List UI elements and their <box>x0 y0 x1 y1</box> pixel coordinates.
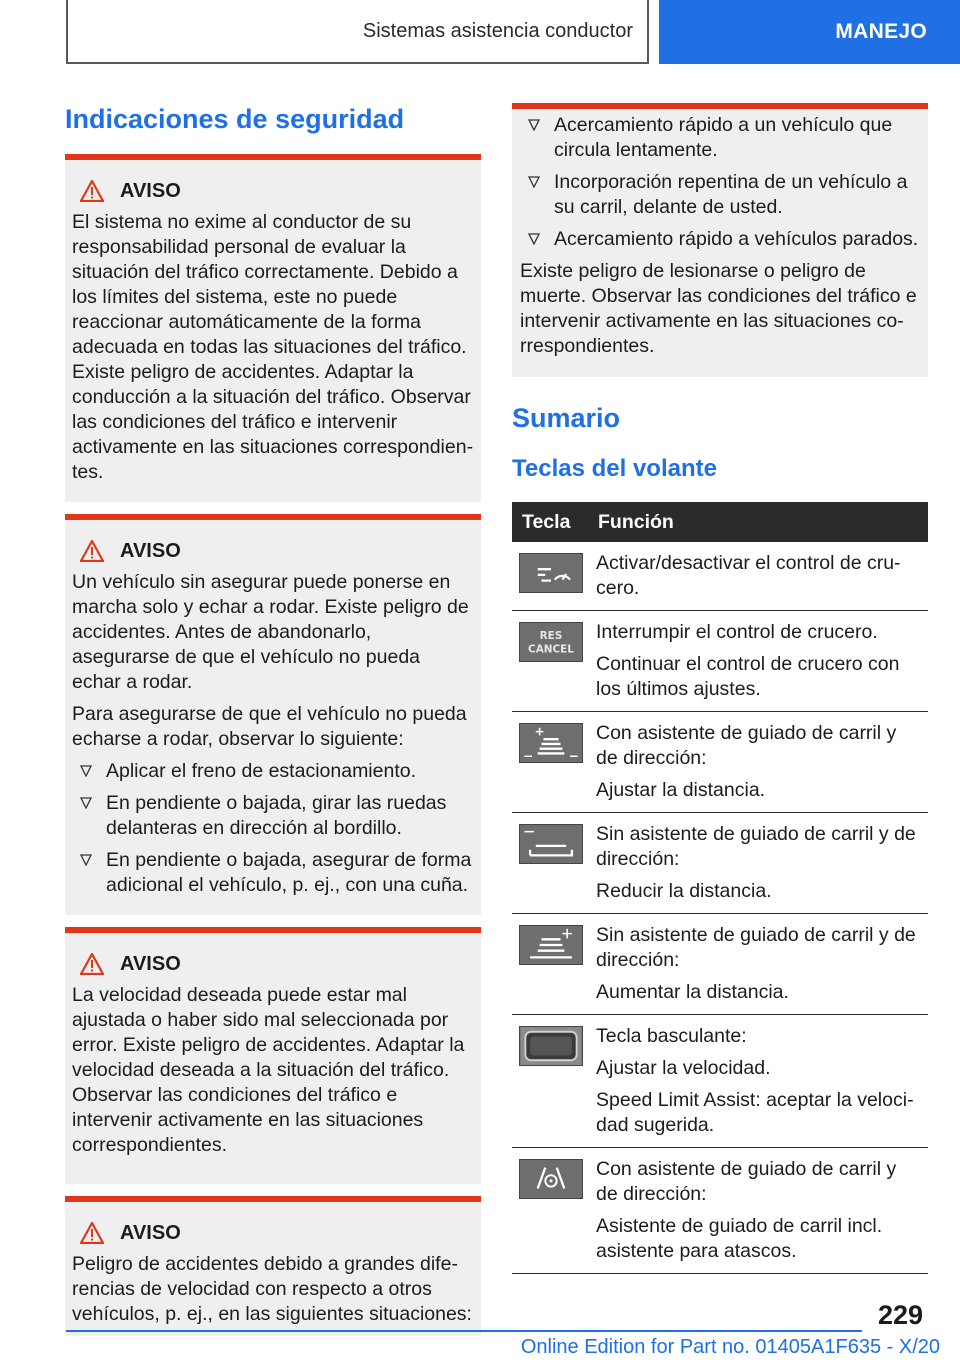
table-row <box>512 712 928 813</box>
list-item <box>520 227 920 252</box>
table-row <box>512 813 928 914</box>
cancel-label: CANCEL <box>528 643 574 656</box>
cruise-control-on-off-icon <box>519 553 583 593</box>
warning-triangle-icon <box>80 953 104 975</box>
function-cell <box>594 813 928 914</box>
bullet-triangle-icon <box>528 233 540 245</box>
steering-wheel-buttons-table <box>512 502 928 1274</box>
page-title: Indicaciones de seguridad <box>65 104 405 134</box>
warning-label: AVISO <box>120 952 181 975</box>
left-column <box>65 100 481 1336</box>
warning-text: Un vehículo sin asegurar puede ponerse en marcha solo y echar a rodar. Existe peligro de accidentes. Antes de abandonarlo, asegurarse de que el vehículo no pueda echar a rodar. <box>72 571 469 693</box>
function-cell <box>594 1015 928 1148</box>
warning-header <box>80 951 474 977</box>
warning-text: Peligro de accidentes debido a grandes diferencias de velocidad con respecto a otros vehículos, p. ej., en las siguientes situaciones: <box>72 1253 472 1325</box>
function-text: Sin asistente de guiado de carril y de dirección: <box>596 924 916 971</box>
warning-label: AVISO <box>120 179 181 202</box>
function-text: Asistente de guiado de carril incl. asistente para atascos. <box>596 1215 883 1262</box>
list-item-text: Acercamiento rápido a un vehículo que circula lentamente. <box>554 114 893 161</box>
function-text: Ajustar la distancia. <box>596 779 766 801</box>
function-text: Activar/desactivar el control de crucero. <box>596 552 901 599</box>
function-cell <box>594 542 928 611</box>
table-row <box>512 1148 928 1274</box>
table-row <box>512 611 928 712</box>
footer-edition: Online Edition for Part no. 01405A1F635 - X/20 <box>520 1336 940 1358</box>
list-item <box>520 170 920 220</box>
function-cell <box>594 712 928 813</box>
table-header-row <box>512 502 928 542</box>
list-item <box>72 791 474 841</box>
warning-box-3 <box>65 927 481 1184</box>
res-label: RES <box>539 630 563 643</box>
warning-box-2 <box>65 514 481 915</box>
warning-header <box>80 178 474 204</box>
bullet-triangle-icon <box>80 765 92 777</box>
list-item-text: Aplicar el freno de estacionamiento. <box>106 760 417 782</box>
warning-list <box>72 759 474 898</box>
header-section-title <box>66 0 649 64</box>
warning-label: AVISO <box>120 1221 181 1244</box>
function-text: Continuar el control de crucero con los últimos ajustes. <box>596 653 900 700</box>
page-number: 229 <box>878 1300 924 1330</box>
table-row <box>512 542 928 611</box>
distance-decrease-icon <box>519 824 583 864</box>
column-header-key: Tecla <box>512 502 594 542</box>
warning-list <box>520 113 920 252</box>
function-text: Con asistente de guiado de carril y de dirección: <box>596 722 897 769</box>
header-chapter-tab <box>659 0 960 64</box>
function-text: Aumentar la distancia. <box>596 981 789 1003</box>
function-text: Speed Limit Assist: aceptar la velocidad sugerida. <box>596 1089 914 1136</box>
warning-text: Existe peligro de lesionarse o peligro de muerte. Observar las condiciones del tráfico e intervenir activamente en las situaciones correspondientes. <box>520 260 917 357</box>
section-title: Sumario <box>512 403 621 433</box>
subsection-title: Teclas del volante <box>512 455 717 482</box>
warning-box-1 <box>65 154 481 502</box>
function-cell <box>594 1148 928 1274</box>
warning-text: Para asegurarse de que el vehículo no pueda echarse a rodar, observar lo siguiente: <box>72 703 467 750</box>
warning-triangle-icon <box>80 180 104 202</box>
function-text: Tecla basculante: <box>596 1025 747 1047</box>
warning-header <box>80 538 474 564</box>
bullet-triangle-icon <box>528 119 540 131</box>
list-item-text: En pendiente o bajada, girar las ruedas delanteras en dirección al bordillo. <box>106 792 447 839</box>
table-row <box>512 914 928 1015</box>
function-cell <box>594 611 928 712</box>
function-text: Con asistente de guiado de carril y de dirección: <box>596 1158 897 1205</box>
list-item-text: Incorporación repentina de un vehículo a su carril, delante de usted. <box>554 171 908 218</box>
distance-increase-lane-icon <box>519 723 583 763</box>
bullet-triangle-icon <box>80 854 92 866</box>
distance-increase-icon <box>519 925 583 965</box>
section-title-text: Sistemas asistencia conductor <box>362 19 633 42</box>
function-text: Ajustar la velocidad. <box>596 1057 771 1079</box>
warning-header <box>80 1220 474 1246</box>
lane-steering-assist-icon <box>519 1159 583 1199</box>
bullet-triangle-icon <box>528 176 540 188</box>
column-header-function: Función <box>594 502 928 542</box>
rocker-switch-icon <box>519 1026 583 1066</box>
list-item <box>520 113 920 163</box>
warning-box-4 <box>65 1196 481 1336</box>
list-item-text: Acercamiento rápido a vehículos parados. <box>554 228 919 250</box>
list-item <box>72 759 474 784</box>
function-cell <box>594 914 928 1015</box>
warning-text: El sistema no exime al conductor de su responsabilidad personal de evaluar la situación del tráfico correctamente. Debido a los límites del sistema, este no puede reaccionar automáticamente de la forma adecuada en todas las situaciones del tráfico. Existe peligro de accidentes. Adaptar la conducción a la situación del tráfico. Observar las condiciones del tráfico e intervenir activamente en las situaciones correspondientes. <box>72 211 474 483</box>
function-text: Reducir la distancia. <box>596 880 772 902</box>
bullet-triangle-icon <box>80 797 92 809</box>
footer-divider <box>66 1330 862 1332</box>
function-text: Sin asistente de guiado de carril y de dirección: <box>596 823 916 870</box>
list-item <box>72 848 474 898</box>
chapter-title-text: MANEJO <box>835 20 927 43</box>
warning-continuation-box <box>512 103 928 377</box>
warning-text: La velocidad deseada puede estar mal ajustada o haber sido mal seleccionada por error. Existe peligro de accidentes. Adaptar la velocidad deseada a la situación del tráfico. Observar las condiciones del tráfico e intervenir activamente en las situaciones correspondientes. <box>72 984 465 1156</box>
list-item-text: En pendiente o bajada, asegurar de forma adicional el vehículo, p. ej., con una cuña. <box>106 849 472 896</box>
function-text: Interrumpir el control de crucero. <box>596 621 878 643</box>
warning-triangle-icon <box>80 1222 104 1244</box>
table-row <box>512 1015 928 1148</box>
right-column <box>512 103 928 1274</box>
res-cancel-icon <box>519 622 583 662</box>
warning-triangle-icon <box>80 540 104 562</box>
warning-label: AVISO <box>120 539 181 562</box>
